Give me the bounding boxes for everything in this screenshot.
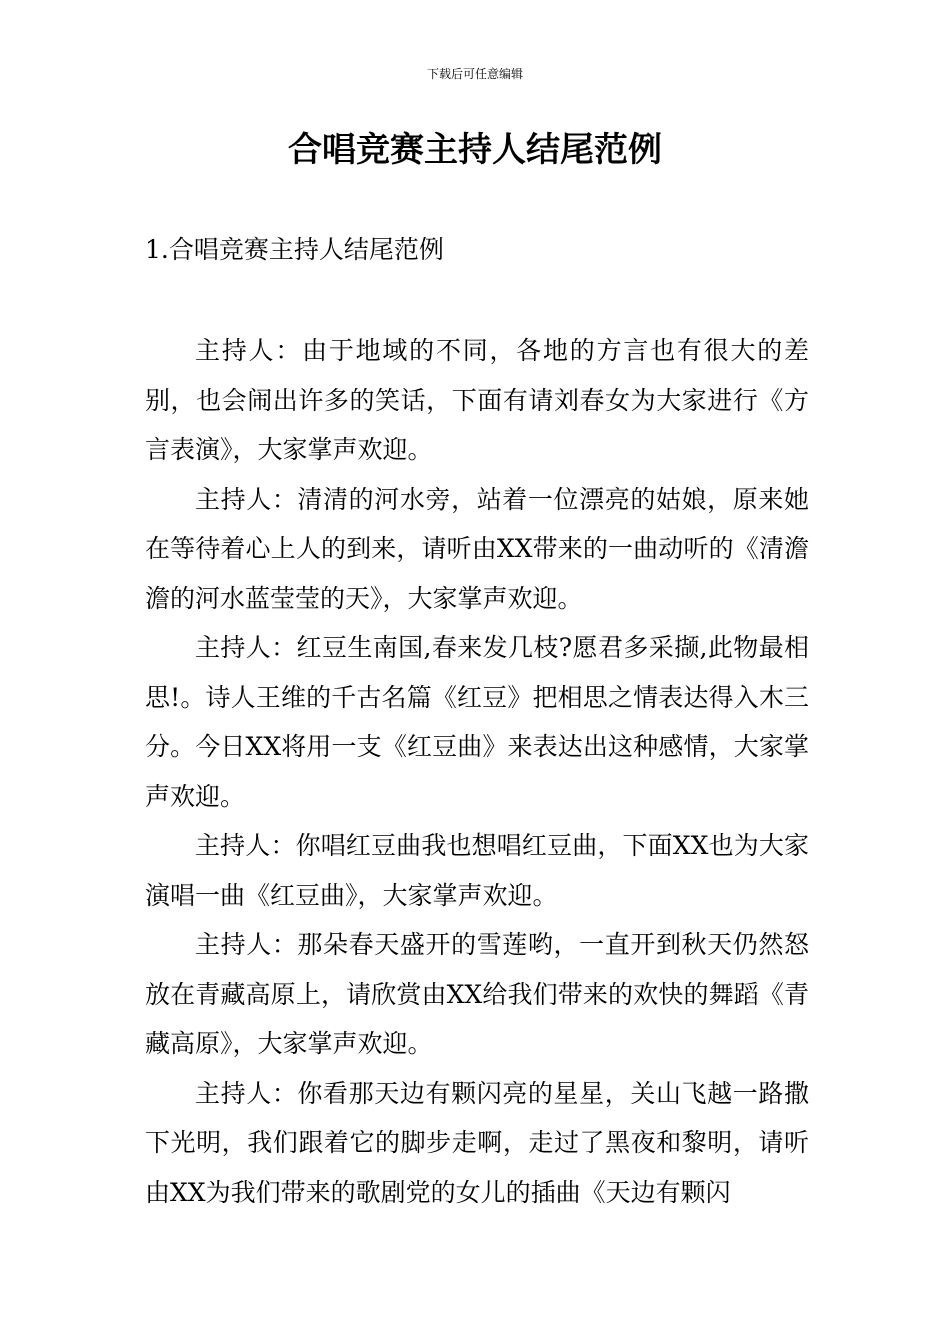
header-note: 下载后可任意编辑 xyxy=(426,67,523,81)
paragraph: 主持人：红豆生南国,春来发几枝?愿君多采撷,此物最相思!。诗人王维的千古名篇《红豆》把相思之情表达得入木三分。今日XX将用一支《红豆曲》来表达出这种感情，大家掌声欢迎。 xyxy=(145,633,809,811)
paragraph: 主持人：由于地域的不同，各地的方言也有很大的差别，也会闹出许多的笑话，下面有请刘春女为大家进行《方言表演》，大家掌声欢迎。 xyxy=(145,336,809,464)
paragraph: 主持人：你唱红豆曲我也想唱红豆曲，下面XX也为大家演唱一曲《红豆曲》，大家掌声欢迎。 xyxy=(145,831,809,910)
document-body xyxy=(145,326,809,1217)
paragraph: 主持人：清清的河水旁，站着一位漂亮的姑娘，原来她在等待着心上人的到来，请听由XX带来的一曲动听的《清澹澹的河水蓝莹莹的天》，大家掌声欢迎。 xyxy=(145,484,809,613)
paragraph: 主持人：那朵春天盛开的雪莲哟，一直开到秋天仍然怒放在青藏高原上，请欣赏由XX给我们带来的欢快的舞蹈《青藏高原》，大家掌声欢迎。 xyxy=(145,930,809,1058)
document-title: 合唱竞赛主持人结尾范例 xyxy=(288,130,662,170)
section-heading: 1.合唱竞赛主持人结尾范例 xyxy=(145,235,444,264)
paragraph: 主持人：你看那天边有颗闪亮的星星，关山飞越一路撒下光明，我们跟着它的脚步走啊，走过了黑夜和黎明，请听由XX为我们带来的歌剧党的女儿的插曲《天边有颗闪 xyxy=(145,1078,809,1207)
